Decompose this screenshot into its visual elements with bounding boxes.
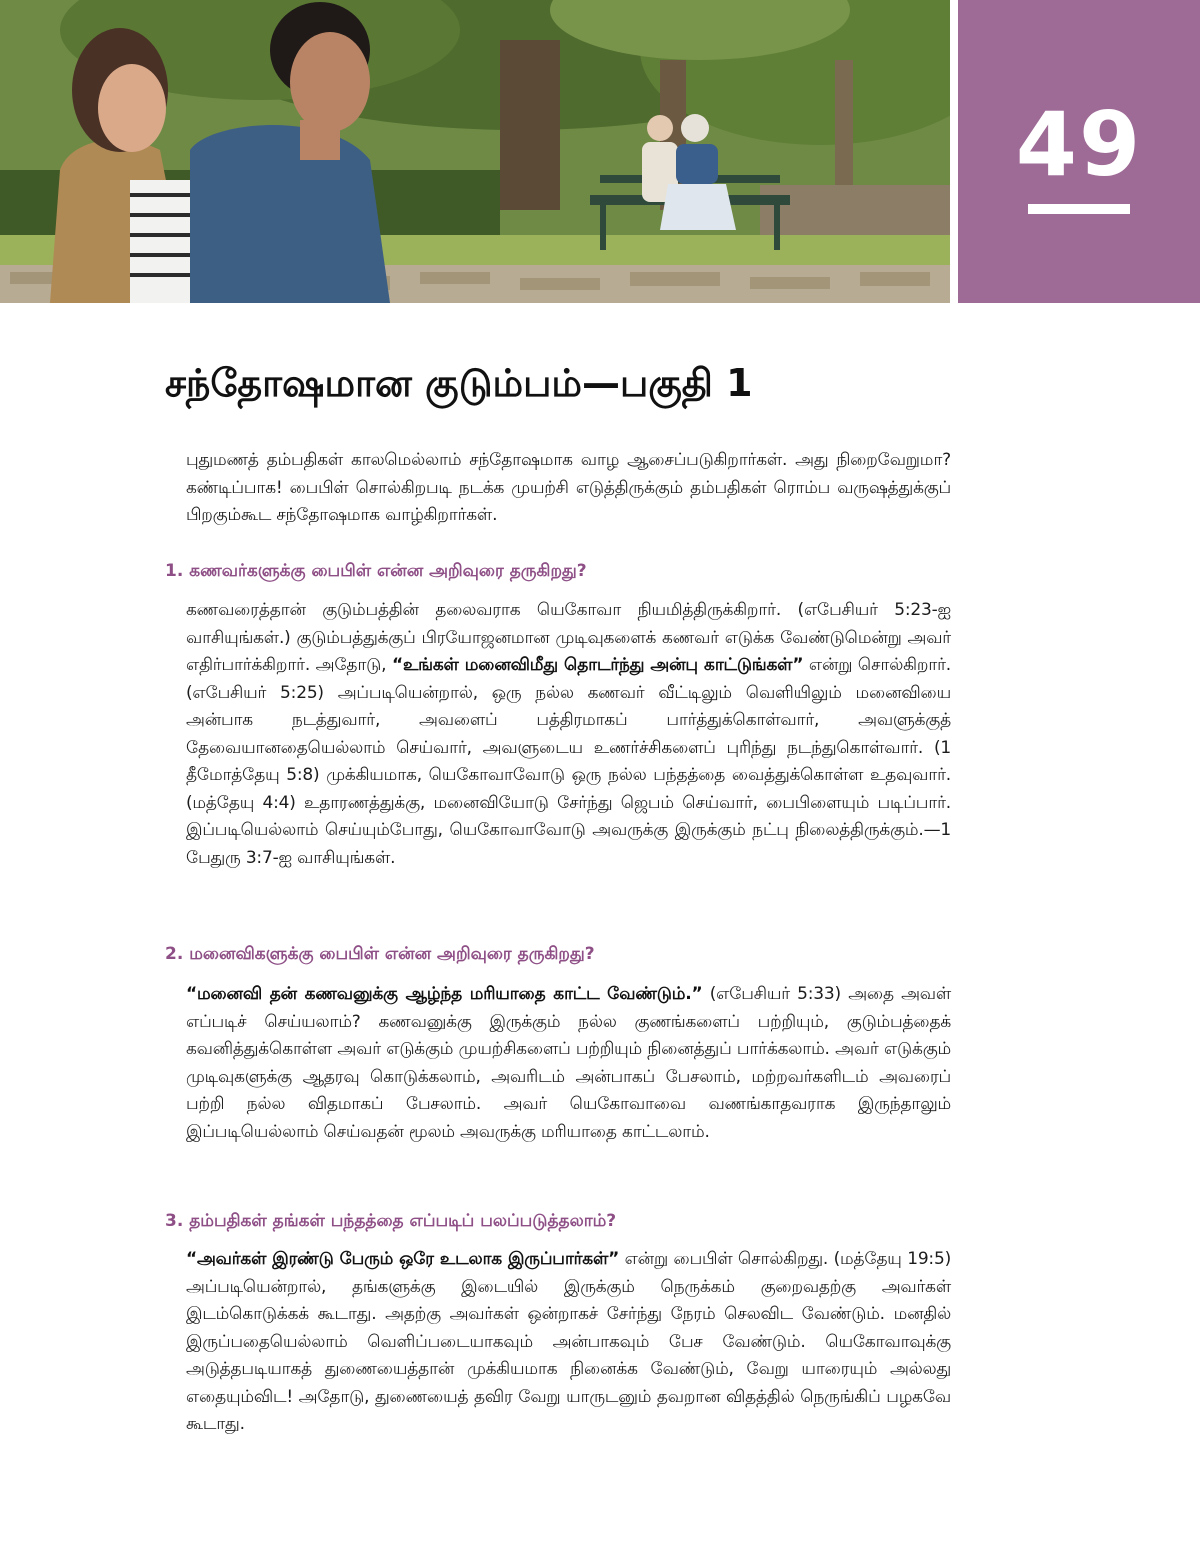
answer-1-bold-quote: “உங்கள் மனைவிமீது தொடர்ந்து அன்பு காட்டுங்கள்” <box>391 655 804 675</box>
answer-1-text-after: என்று சொல்கிறார். (எபேசியர் 5:25) அப்படியென்றால், ஒரு நல்ல கணவர் வீட்டிலும் வெளியிலும் மனைவியை அன்பாக நடத்துவார், அவளைப் பத்திரமாகப் பார்த்துக்கொள்வார், அவளுக்குத் தேவையானதையெல்லாம் செய்வார், அவளுடைய உணர்ச்சிகளைப் புரிந்து நடந்துகொள்வார். (1 தீமோத்தேயு 5:8) முக்கியமாக, யெகோவாவோடு ஒரு நல்ல பந்தத்தை வைத்துக்கொள்ள உதவுவார். (மத்தேயு 4:4) உதாரணத்துக்கு, மனைவியோடு சேர்ந்து ஜெபம் செய்வார், பைபிளையும் படிப்பார். இப்படியெல்லாம் செய்யும்போது, யெகோவாவோடு அவருக்கு இருக்கும் நட்பு நிலைத்திருக்கும்.—1 பேதுரு 3:7-ஐ வாசியுங்கள். <box>186 655 952 868</box>
lesson-number-underline <box>1028 204 1130 214</box>
answer-3-text-after: என்று பைபிள் சொல்கிறது. (மத்தேயு 19:5) அப்படியென்றால், தங்களுக்கு இடையில் இருக்கும் நெருக்கம் குறைவதற்கு அவர்கள் இடம்கொடுக்கக் கூடாது. அதற்கு அவர்கள் ஒன்றாகச் சேர்ந்து நேரம் செலவிட வேண்டும். மனதில் இருப்பதையெல்லாம் வெளிப்படையாகவும் அன்பாகவும் பேச வேண்டும். யெகோவாவுக்கு அடுத்தபடியாகத் துணையைத்தான் முக்கியமாக நினைக்க வேண்டும், வேறு யாரையும் அல்லது எதையும்விட! அதோடு, துணையைத் தவிர வேறு யாருடனும் தவறான விதத்தில் நெருங்கிப் பழகவே கூடாது. <box>186 1249 952 1434</box>
answer-3-bold-quote: “அவர்கள் இரண்டு பேரும் ஒரே உடலாக இருப்பார்கள்” <box>186 1249 620 1269</box>
answer-2-text-after: (எபேசியர் 5:33) அதை அவள் எப்படிச் செய்யலாம்? கணவனுக்கு இருக்கும் நல்ல குணங்களைப் பற்றியும், குடும்பத்தைக் கவனித்துக்கொள்ள அவர் எடுக்கும் முயற்சிகளைப் பற்றியும் நினைத்துப் பார்க்கலாம். அவர் எடுக்கும் முடிவுகளுக்கு ஆதரவு கொடுக்கலாம், அவரிடம் அன்பாகப் பேசலாம், மற்றவர்களிடம் அவரைப் பற்றி நல்ல விதமாகப் பேசலாம். அவர் யெகோவாவை வணங்காதவராக இருந்தாலும் இப்படியெல்லாம் செய்வதன் மூலம் அவருக்கு மரியாதை காட்டலாம். <box>186 984 951 1142</box>
park-photo <box>0 0 950 303</box>
lesson-number-panel <box>958 0 1200 303</box>
page-title: சந்தோஷமான குடும்பம்—பகுதி 1 <box>165 361 753 405</box>
lesson-number: 49 <box>1015 93 1143 196</box>
question-1: 1. கணவர்களுக்கு பைபிள் என்ன அறிவுரை தருகிறது? <box>165 561 587 581</box>
question-3: 3. தம்பதிகள் தங்கள் பந்தத்தை எப்படிப் பலப்படுத்தலாம்? <box>165 1211 617 1231</box>
answer-1-text-before: கணவரைத்தான் குடும்பத்தின் தலைவராக யெகோவா நியமித்திருக்கிறார். (எபேசியர் 5:23-ஐ வாசியுங்கள்.) குடும்பத்துக்குப் பிரயோஜனமான முடிவுகளைக் கணவர் எடுக்க வேண்டுமென்று அவர் எதிர்பார்க்கிறார். அதோடு, <box>186 600 951 675</box>
answer-2 <box>186 981 951 1146</box>
answer-1 <box>186 597 951 872</box>
answer-3 <box>186 1246 951 1439</box>
question-2: 2. மனைவிகளுக்கு பைபிள் என்ன அறிவுரை தருகிறது? <box>165 944 595 964</box>
intro-paragraph: புதுமணத் தம்பதிகள் காலமெல்லாம் சந்தோஷமாக வாழ ஆசைப்படுகிறார்கள். அது நிறைவேறுமா? கண்டிப்பாக! பைபிள் சொல்கிறபடி நடக்க முயற்சி எடுத்திருக்கும் தம்பதிகள் ரொம்ப வருஷத்துக்குப் பிறகும்கூட சந்தோஷமாக வாழ்கிறார்கள். <box>186 450 951 525</box>
answer-2-bold-quote: “மனைவி தன் கணவனுக்கு ஆழ்ந்த மரியாதை காட்ட வேண்டும்.” <box>186 984 703 1004</box>
